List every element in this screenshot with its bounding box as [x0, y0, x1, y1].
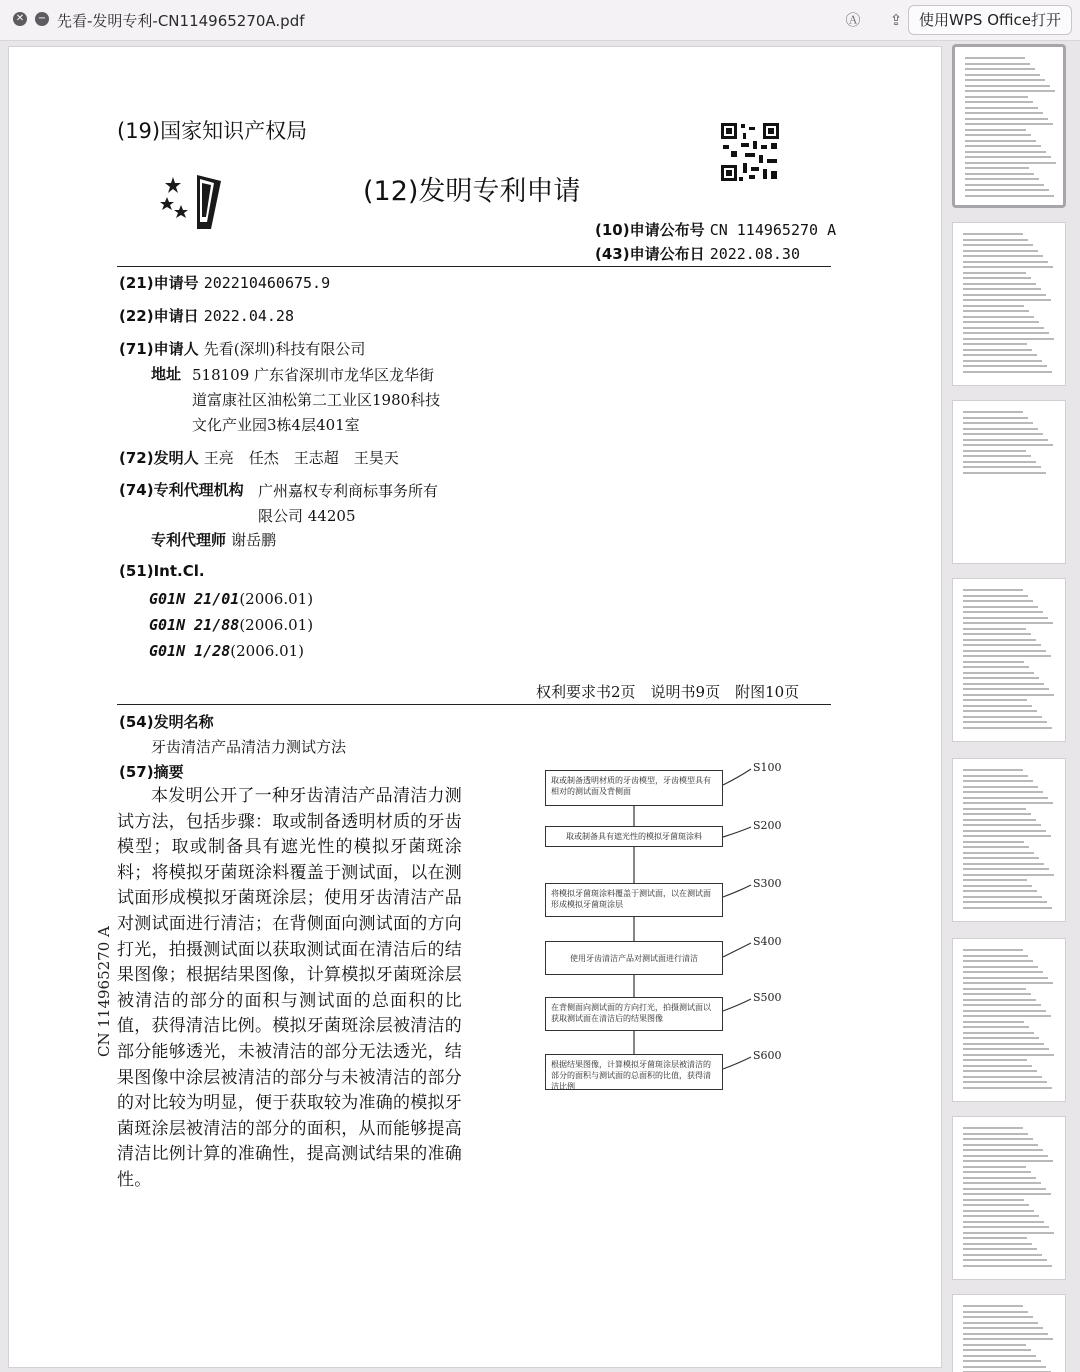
pub-no-label: (10)申请公布号	[595, 221, 705, 239]
thumbnail-text-line	[963, 595, 1028, 597]
app-date-label: (22)申请日	[119, 307, 199, 325]
thumbnail-text-line	[963, 332, 1049, 334]
thumbnail-text-line	[963, 650, 1046, 652]
thumbnail-text-line	[965, 156, 1051, 158]
markup-icon[interactable]: Ⓐ	[845, 11, 861, 29]
ipc-list	[149, 586, 313, 664]
thumbnail-text-line	[963, 244, 1033, 246]
thumbnail-text-line	[965, 118, 1048, 120]
address-block	[192, 363, 440, 438]
thumbnail-text-line	[963, 835, 1051, 837]
thumbnail-text-line	[963, 960, 1033, 962]
thumbnail-text-line	[963, 310, 1029, 312]
thumbnail-text-line	[963, 338, 1054, 340]
thumbnail-text-line	[963, 802, 1053, 804]
thumbnail-text-line	[963, 885, 1032, 887]
thumbnail-text-line	[963, 606, 1038, 608]
thumbnail-text-line	[963, 672, 1034, 674]
thumbnail-text-line	[963, 1026, 1029, 1028]
thumbnail-text-line	[963, 294, 1046, 296]
thumbnail-text-line	[963, 1076, 1042, 1078]
thumbnail-text-line	[963, 1015, 1051, 1017]
thumbnail-text-line	[963, 422, 1033, 424]
flow-step-id: S100	[753, 761, 782, 774]
thumbnail-text-line	[963, 1059, 1027, 1061]
thumbnail-text-line	[963, 433, 1043, 435]
page-thumbnail[interactable]	[952, 1294, 1066, 1372]
thumbnail-text-line	[963, 600, 1033, 602]
thumbnail-text-line	[963, 705, 1032, 707]
window-title: 先看-发明专利-CN114965270A.pdf	[57, 12, 305, 30]
thumbnail-text-line	[963, 1043, 1044, 1045]
thumbnail-text-line	[963, 808, 1026, 810]
thumbnail-text-line	[963, 813, 1031, 815]
abstract-text: 本发明公开了一种牙齿清洁产品清洁力测试方法，包括步骤：取或制备透明材质的牙齿模型；取或制备具有遮光性的模拟牙菌斑涂料；将模拟牙菌斑涂料覆盖于测试面，以在测试面形成模拟牙菌斑涂层；使用牙齿清洁产品对测试面进行清洁；在背侧面向测试面的方向打光，拍摄测试面以获取测试面在清洁后的结果图像；根据结果图像，计算模拟牙菌斑涂层被清洁的部分的面积与测试面的总面积的比值，获得清洁比例。模拟牙菌斑涂层被清洁的部分能够透光，未被清洁的部分无法透光，结果图像中涂层被清洁的部分与未被清洁的部分的对比较为明显，便于获取较为准确的模拟牙菌斑涂层被清洁的部分的面积，从而能够提高清洁比例计算的准确性，提高测试结果的准确性。	[117, 786, 462, 1190]
thumbnail-text-line	[965, 101, 1033, 103]
app-no: 202210460675.9	[203, 274, 331, 292]
thumbnail-text-line	[965, 68, 1035, 70]
ipc-label: (51)Int.Cl.	[119, 562, 205, 580]
page-thumbnail[interactable]	[952, 578, 1066, 742]
thumbnail-text-line	[963, 977, 1048, 979]
thumbnail-text-line	[963, 971, 1043, 973]
thumbnail-text-line	[963, 683, 1044, 685]
document-type: (12)发明专利申请	[363, 176, 581, 207]
thumbnail-text-line	[963, 1215, 1039, 1217]
thumbnail-text-line	[963, 239, 1028, 241]
thumbnail-text-line	[963, 1081, 1047, 1083]
thumbnail-text-line	[963, 1004, 1041, 1006]
thumbnail-text-line	[963, 1360, 1041, 1362]
ipc-item: G01N 21/88(2006.01)	[149, 616, 314, 634]
thumbnail-text-line	[965, 173, 1034, 175]
address-line: 文化产业园3栋4层401室	[192, 416, 360, 434]
thumbnail-text-line	[963, 1048, 1049, 1050]
thumbnail-text-line	[965, 195, 1054, 197]
thumbnail-text-line	[963, 360, 1042, 362]
applicant: 先看(深圳)科技有限公司	[203, 340, 366, 358]
thumbnail-text-line	[963, 999, 1036, 1001]
thumbnail-text-line	[963, 1127, 1023, 1129]
thumbnail-text-line	[963, 1166, 1026, 1168]
thumbnail-text-line	[963, 966, 1038, 968]
cnipa-logo-icon	[159, 167, 229, 239]
thumbnail-text-line	[963, 439, 1048, 441]
thumbnail-text-line	[963, 250, 1038, 252]
qr-code-icon	[719, 121, 781, 183]
thumbnail-text-line	[963, 857, 1039, 859]
thumbnail-text-line	[963, 769, 1023, 771]
thumbnail-text-line	[965, 90, 1055, 92]
thumbnail-text-line	[963, 688, 1049, 690]
agency-block	[258, 479, 438, 529]
pub-date: 2022.08.30	[709, 245, 800, 263]
thumbnail-text-line	[963, 901, 1047, 903]
thumbnail-text-line	[965, 57, 1025, 59]
flow-step: 取或制备具有遮光性的模拟牙菌斑涂料	[545, 826, 723, 847]
app-no-label: (21)申请号	[119, 274, 199, 292]
thumbnail-text-line	[963, 775, 1028, 777]
thumbnail-text-line	[963, 1199, 1024, 1201]
thumbnail-text-line	[963, 699, 1027, 701]
thumbnail-text-line	[963, 1010, 1046, 1012]
mid-rule	[117, 704, 831, 705]
address-line: 518109 广东省深圳市龙华区龙华街	[192, 366, 435, 384]
thumbnail-text-line	[963, 1149, 1043, 1151]
thumbnail-text-line	[963, 233, 1023, 235]
flow-step-id: S200	[753, 819, 782, 832]
inventor-label: (72)发明人	[119, 449, 199, 467]
thumbnail-text-line	[963, 622, 1053, 624]
thumbnail-text-line	[963, 863, 1044, 865]
title-label: (54)发明名称	[119, 713, 214, 731]
thumbnail-text-line	[965, 184, 1044, 186]
thumbnail-text-line	[963, 266, 1053, 268]
thumbnail-text-line	[963, 907, 1052, 909]
flow-step: 根据结果图像，计算模拟牙菌斑涂层被清洁的部分的面积与测试面的总面积的比值，获得清洁比例	[545, 1054, 723, 1090]
thumbnail-text-line	[963, 677, 1039, 679]
thumbnail-text-line	[965, 96, 1028, 98]
thumbnail-text-line	[963, 1254, 1042, 1256]
thumbnail-text-line	[963, 1087, 1052, 1089]
thumbnail-text-line	[963, 305, 1024, 307]
thumbnail-text-line	[963, 727, 1052, 729]
agency-line: 广州嘉权专利商标事务所有	[258, 482, 439, 500]
thumbnail-text-line	[965, 107, 1038, 109]
thumbnail-text-line	[965, 145, 1041, 147]
page-thumbnail[interactable]	[952, 1116, 1066, 1280]
thumbnail-text-line	[965, 74, 1040, 76]
thumbnail-text-line	[963, 868, 1049, 870]
thumbnail-text-line	[965, 178, 1039, 180]
thumbnail-text-line	[965, 140, 1036, 142]
pub-no: CN 114965270 A	[709, 221, 837, 239]
flow-step: 取或制备透明材质的牙齿模型，牙齿模型具有相对的测试面及背侧面	[545, 770, 723, 806]
thumbnail-text-line	[963, 321, 1039, 323]
page-thumbnail[interactable]	[952, 44, 1066, 208]
thumbnail-text-line	[963, 633, 1031, 635]
thumbnail-text-line	[963, 316, 1034, 318]
office-name: (19)国家知识产权局	[117, 119, 308, 143]
thumbnail-text-line	[963, 261, 1048, 263]
thumbnail-text-line	[963, 1327, 1043, 1329]
thumbnail-text-line	[963, 993, 1031, 995]
thumbnail-text-line	[963, 694, 1054, 696]
thumbnail-text-line	[963, 288, 1041, 290]
thumbnail-text-line	[963, 841, 1024, 843]
thumbnail-text-line	[963, 644, 1041, 646]
thumbnail-text-line	[963, 299, 1051, 301]
agency-line: 限公司 44205	[258, 507, 356, 525]
thumbnail-text-line	[963, 1188, 1046, 1190]
address-label: 地址	[151, 365, 182, 383]
thumbnail-text-line	[963, 1265, 1052, 1267]
thumbnail-text-line	[963, 890, 1037, 892]
thumbnail-text-line	[963, 982, 1053, 984]
flow-step-id: S500	[753, 991, 782, 1004]
thumbnail-text-line	[963, 1171, 1031, 1173]
thumbnail-text-line	[963, 444, 1053, 446]
thumbnail-text-line	[965, 123, 1053, 125]
applicant-label: (71)申请人	[119, 340, 199, 358]
thumbnail-text-line	[963, 455, 1031, 457]
share-icon[interactable]: ⇪	[889, 11, 903, 29]
flow-step-id: S300	[753, 877, 782, 890]
thumbnail-text-line	[965, 134, 1031, 136]
thumbnail-text-line	[963, 1210, 1034, 1212]
open-with-wps-button[interactable]: 使用WPS Office打开	[908, 5, 1072, 35]
minimize-icon[interactable]: −	[35, 12, 49, 26]
thumbnail-text-line	[963, 343, 1027, 345]
thumbnail-text-line	[963, 1177, 1036, 1179]
thumbnail-text-line	[965, 151, 1046, 153]
abstract-label: (57)摘要	[119, 763, 184, 781]
flow-step: 将模拟牙菌斑涂料覆盖于测试面，以在测试面形成模拟牙菌斑涂层	[545, 883, 723, 917]
close-icon[interactable]: ✕	[13, 12, 27, 26]
thumbnail-text-line	[965, 189, 1049, 191]
thumbnail-text-line	[963, 1248, 1037, 1250]
thumbnail-text-line	[963, 852, 1034, 854]
thumbnail-text-line	[963, 617, 1048, 619]
thumbnail-text-line	[963, 472, 1046, 474]
thumbnail-text-line	[963, 1204, 1029, 1206]
app-date: 2022.04.28	[203, 307, 294, 325]
thumbnail-text-line	[963, 791, 1043, 793]
thumbnail-text-line	[963, 1311, 1028, 1313]
thumbnail-text-line	[963, 655, 1051, 657]
thumbnail-text-line	[963, 949, 1023, 951]
thumbnail-text-line	[963, 661, 1024, 663]
page-thumbnails-sidebar[interactable]	[946, 44, 1080, 1372]
thumbnail-text-line	[963, 1065, 1032, 1067]
thumbnail-text-line	[963, 1155, 1048, 1157]
thumbnail-text-line	[965, 112, 1043, 114]
header-rule	[117, 266, 831, 267]
thumbnail-text-line	[963, 1366, 1046, 1368]
thumbnail-text-line	[963, 628, 1026, 630]
flow-step-id: S400	[753, 935, 782, 948]
pdf-page	[8, 46, 942, 1368]
thumbnail-text-line	[963, 1138, 1033, 1140]
thumbnail-text-line	[963, 830, 1046, 832]
thumbnail-text-line	[965, 79, 1045, 81]
page-thumbnail[interactable]	[952, 400, 1066, 564]
thumbnail-text-line	[963, 354, 1037, 356]
inventors: 王亮 任杰 王志超 王昊天	[203, 449, 399, 467]
thumbnail-text-line	[963, 1160, 1053, 1162]
thumbnail-text-line	[965, 167, 1029, 169]
thumbnail-text-line	[963, 1305, 1023, 1307]
thumbnail-text-line	[963, 1133, 1028, 1135]
thumbnail-text-line	[963, 955, 1028, 957]
thumbnail-text-line	[963, 819, 1036, 821]
thumbnail-text-line	[963, 1316, 1033, 1318]
agent-label: 专利代理师	[151, 531, 227, 549]
agent: 谢岳鹏	[231, 531, 277, 549]
thumbnail-text-line	[963, 1032, 1034, 1034]
flowchart	[529, 747, 829, 1117]
thumbnail-text-line	[963, 846, 1029, 848]
thumbnail-text-line	[963, 874, 1054, 876]
thumbnail-text-line	[963, 589, 1023, 591]
thumbnail-text-line	[963, 1070, 1037, 1072]
page-thumbnail[interactable]	[952, 938, 1066, 1102]
thumbnail-text-line	[963, 1193, 1051, 1195]
thumbnail-text-line	[963, 365, 1047, 367]
thumbnail-text-line	[963, 1243, 1032, 1245]
thumbnail-text-line	[963, 1237, 1027, 1239]
thumbnail-text-line	[965, 85, 1050, 87]
thumbnail-text-line	[963, 780, 1033, 782]
ipc-item: G01N 1/28(2006.01)	[149, 642, 305, 660]
thumbnail-text-line	[963, 272, 1026, 274]
thumbnail-text-line	[963, 1349, 1031, 1351]
thumbnail-text-line	[963, 283, 1036, 285]
thumbnail-text-line	[963, 710, 1037, 712]
thumbnail-text-line	[963, 721, 1047, 723]
thumbnail-text-line	[963, 639, 1036, 641]
thumbnail-text-line	[963, 461, 1036, 463]
thumbnail-text-line	[963, 1232, 1054, 1234]
thumbnail-text-line	[963, 1259, 1047, 1261]
thumbnail-text-line	[963, 824, 1041, 826]
thumbnail-text-line	[965, 63, 1030, 65]
thumbnail-text-line	[963, 1144, 1038, 1146]
thumbnail-text-line	[965, 129, 1026, 131]
thumbnail-text-line	[963, 277, 1031, 279]
thumbnail-text-line	[963, 716, 1042, 718]
thumbnail-text-line	[963, 417, 1028, 419]
thumbnail-text-line	[963, 1355, 1036, 1357]
thumbnail-text-line	[963, 411, 1023, 413]
ipc-item: G01N 21/01(2006.01)	[149, 590, 314, 608]
title-bar	[0, 0, 1080, 41]
pub-date-label: (43)申请公布日	[595, 245, 705, 263]
thumbnail-text-line	[963, 1037, 1039, 1039]
thumbnail-text-line	[963, 1182, 1041, 1184]
thumbnail-text-line	[963, 466, 1041, 468]
thumbnail-text-line	[963, 1054, 1054, 1056]
flow-step-id: S600	[753, 1049, 782, 1062]
thumbnail-text-line	[963, 327, 1044, 329]
thumbnail-text-line	[963, 611, 1043, 613]
thumbnail-text-line	[963, 797, 1048, 799]
page-thumbnail[interactable]	[952, 758, 1066, 922]
address-line: 道富康社区油松第二工业区1980科技	[192, 391, 441, 409]
thumbnail-text-line	[963, 1333, 1048, 1335]
flow-step: 使用牙齿清洁产品对测试面进行清洁	[545, 941, 723, 975]
thumbnail-text-line	[963, 255, 1043, 257]
thumbnail-text-line	[963, 349, 1032, 351]
thumbnail-text-line	[963, 1221, 1044, 1223]
page-thumbnail[interactable]	[952, 222, 1066, 386]
thumbnail-text-line	[963, 428, 1038, 430]
invention-title: 牙齿清洁产品清洁力测试方法	[151, 738, 347, 756]
thumbnail-text-line	[963, 666, 1029, 668]
agency-label: (74)专利代理机构	[119, 481, 244, 499]
thumbnail-text-line	[965, 162, 1056, 164]
thumbnail-text-line	[963, 896, 1042, 898]
side-pub-number: CN 114965270 A	[95, 926, 113, 1057]
thumbnail-text-line	[963, 450, 1026, 452]
thumbnail-text-line	[963, 371, 1052, 373]
thumbnail-text-line	[963, 1021, 1024, 1023]
thumbnail-text-line	[963, 1322, 1038, 1324]
thumbnail-text-line	[963, 1344, 1026, 1346]
thumbnail-text-line	[963, 1338, 1053, 1340]
thumbnail-text-line	[963, 786, 1038, 788]
thumbnail-text-line	[963, 879, 1027, 881]
flow-step: 在背侧面向测试面的方向打光，拍摄测试面以获取测试面在清洁后的结果图像	[545, 997, 723, 1031]
page-counts: 权利要求书2页 说明书9页 附图10页	[536, 683, 800, 701]
thumbnail-text-line	[963, 988, 1026, 990]
thumbnail-text-line	[963, 1226, 1049, 1228]
